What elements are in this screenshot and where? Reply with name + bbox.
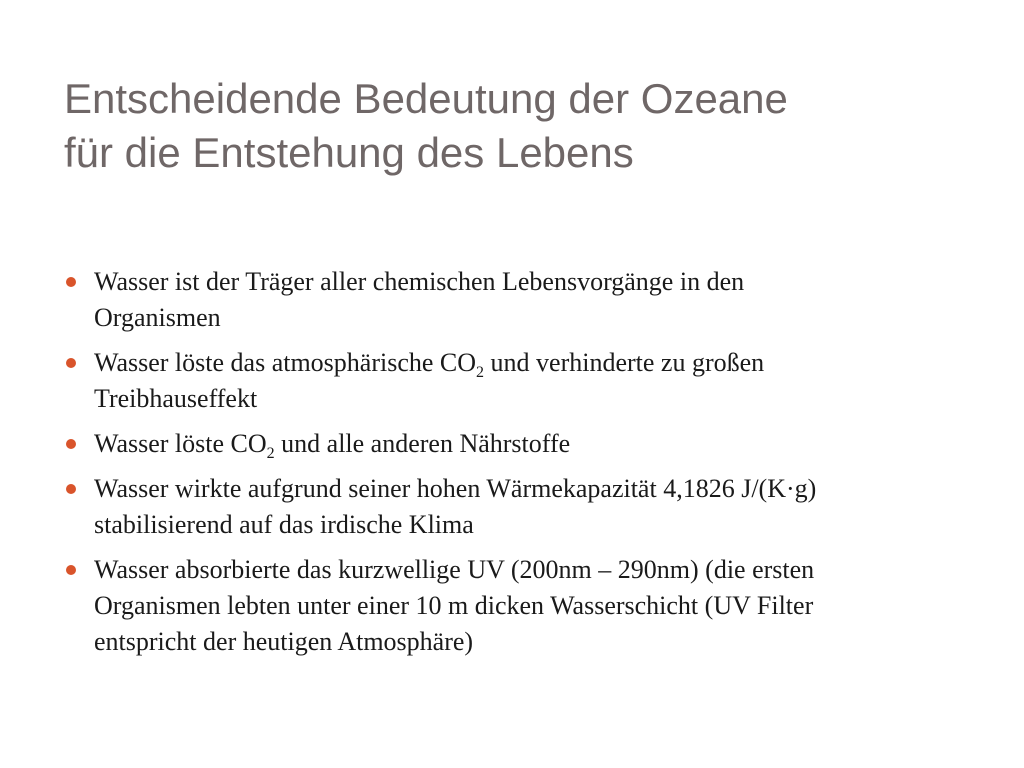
bullet-text-segment: Wasser löste das atmosphärische CO [94, 348, 477, 377]
bullet-text-line: entspricht der heutigen Atmosphäre) [94, 627, 474, 656]
bullet-dot-icon [66, 484, 76, 494]
bullet-text-line: Wasser wirkte aufgrund seiner hohen Wärmekapazität 4,1826 J/(K·g) [94, 474, 817, 503]
title-line-2: für die Entstehung des Lebens [64, 129, 634, 176]
bullet-text-segment: und verhinderte zu großen [484, 348, 765, 377]
bullet-dot-icon [66, 277, 76, 287]
bullet-dot-icon [66, 565, 76, 575]
bullet-item-2 [64, 345, 964, 417]
bullet-text-line: Wasser ist der Träger aller chemischen Lebensvorgänge in den [94, 267, 745, 296]
subscript: 2 [266, 445, 275, 462]
bullet-text-line: Organismen lebten unter einer 10 m dicken Wasserschicht (UV Filter [94, 591, 814, 620]
subscript: 2 [476, 364, 485, 381]
bullet-text-line [94, 426, 964, 462]
bullet-dot-icon [66, 439, 76, 449]
slide-title [64, 72, 964, 180]
bullet-item-5 [64, 552, 964, 660]
bullet-text-line: Wasser absorbierte das kurzwellige UV (200nm – 290nm) (die ersten [94, 555, 815, 584]
bullet-text-segment: Wasser löste CO [94, 429, 267, 458]
bullet-list [64, 264, 964, 669]
title-line-1: Entscheidende Bedeutung der Ozeane [64, 75, 788, 122]
bullet-item-3 [64, 426, 964, 462]
bullet-item-1 [64, 264, 964, 336]
bullet-dot-icon [66, 358, 76, 368]
bullet-text-line: Organismen [94, 303, 221, 332]
bullet-text-line: Treibhauseffekt [94, 384, 258, 413]
bullet-text-segment: und alle anderen Nährstoffe [274, 429, 571, 458]
bullet-text-line: stabilisierend auf das irdische Klima [94, 510, 474, 539]
bullet-text-line [94, 345, 964, 381]
bullet-item-4 [64, 471, 964, 543]
